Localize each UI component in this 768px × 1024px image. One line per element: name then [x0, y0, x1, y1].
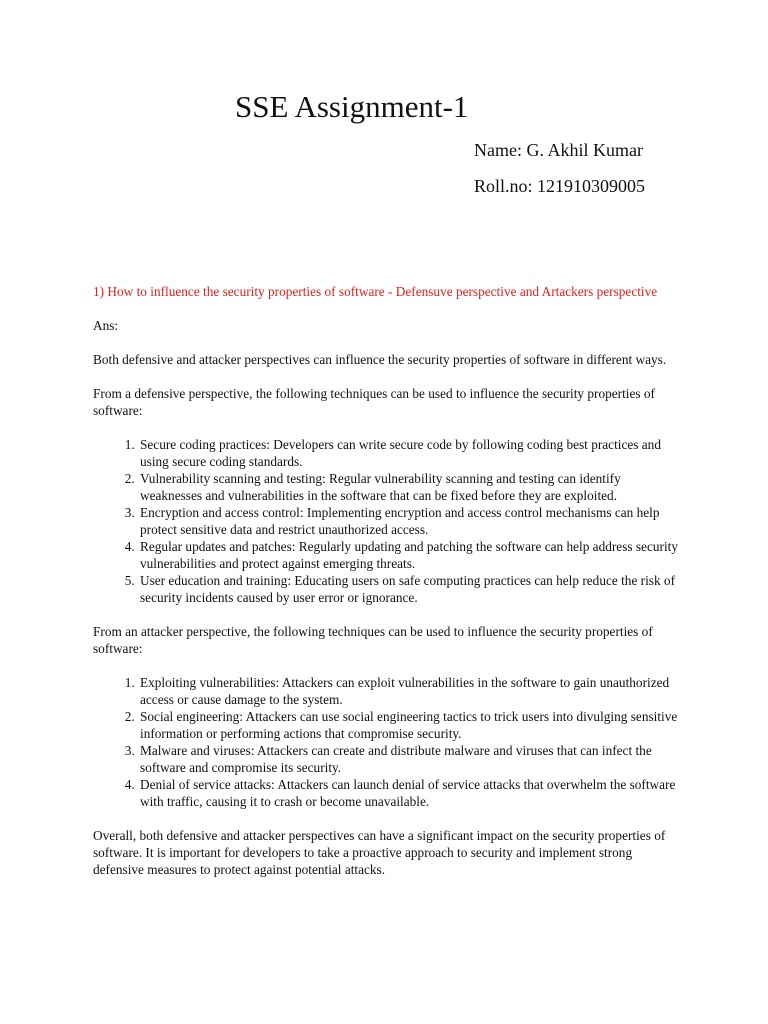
author-name: Name: G. Akhil Kumar: [474, 140, 643, 160]
list-item: 5. User education and training: Educating users on safe computing practices can help reduce the risk of security incidents caused by user error or ignorance.: [138, 572, 683, 606]
conclusion-paragraph: Overall, both defensive and attacker perspectives can have a significant impact on the security properties of software. It is important for developers to take a proactive approach to security and implement strong defensive measures to protect against potential attacks.: [93, 828, 666, 877]
document-body: [93, 283, 683, 895]
document-title: SSE Assignment-1: [235, 89, 469, 124]
list-item: 2. Vulnerability scanning and testing: Regular vulnerability scanning and testing can identify weaknesses and vulnerabilities in the software that can be fixed before they are exploited.: [138, 470, 683, 504]
list-item: 3. Encryption and access control: Implementing encryption and access control mechanisms can help protect sensitive data and restrict unauthorized access.: [138, 504, 683, 538]
intro-paragraph: Both defensive and attacker perspectives can influence the security properties of software in different ways.: [93, 352, 667, 367]
question-text: 1) How to influence the security properties of software - Defensuve perspective and Artackers perspective: [93, 284, 658, 299]
list-item: 1. Exploiting vulnerabilities: Attackers can exploit vulnerabilities in the software to gain unauthorized access or cause damage to the system.: [138, 674, 683, 708]
defensive-intro: From a defensive perspective, the following techniques can be used to influence the security properties of software:: [93, 386, 655, 418]
list-item: 1. Secure coding practices: Developers can write secure code by following coding best practices and using secure coding standards.: [138, 436, 683, 470]
answer-label: Ans:: [93, 318, 119, 333]
list-item: 4. Denial of service attacks: Attackers can launch denial of service attacks that overwhelm the software with traffic, causing it to crash or become unavailable.: [138, 776, 683, 810]
list-item: 4. Regular updates and patches: Regularly updating and patching the software can help address security vulnerabilities and protect against emerging threats.: [138, 538, 683, 572]
list-item: 3. Malware and viruses: Attackers can create and distribute malware and viruses that can infect the software and compromise its security.: [138, 742, 683, 776]
defensive-list: [93, 436, 683, 606]
attacker-list: [93, 674, 683, 810]
list-item: 2. Social engineering: Attackers can use social engineering tactics to trick users into divulging sensitive information or performing actions that compromise security.: [138, 708, 683, 742]
roll-number: Roll.no: 121910309005: [474, 176, 646, 196]
attacker-intro: From an attacker perspective, the following techniques can be used to influence the security properties of software:: [93, 624, 653, 656]
